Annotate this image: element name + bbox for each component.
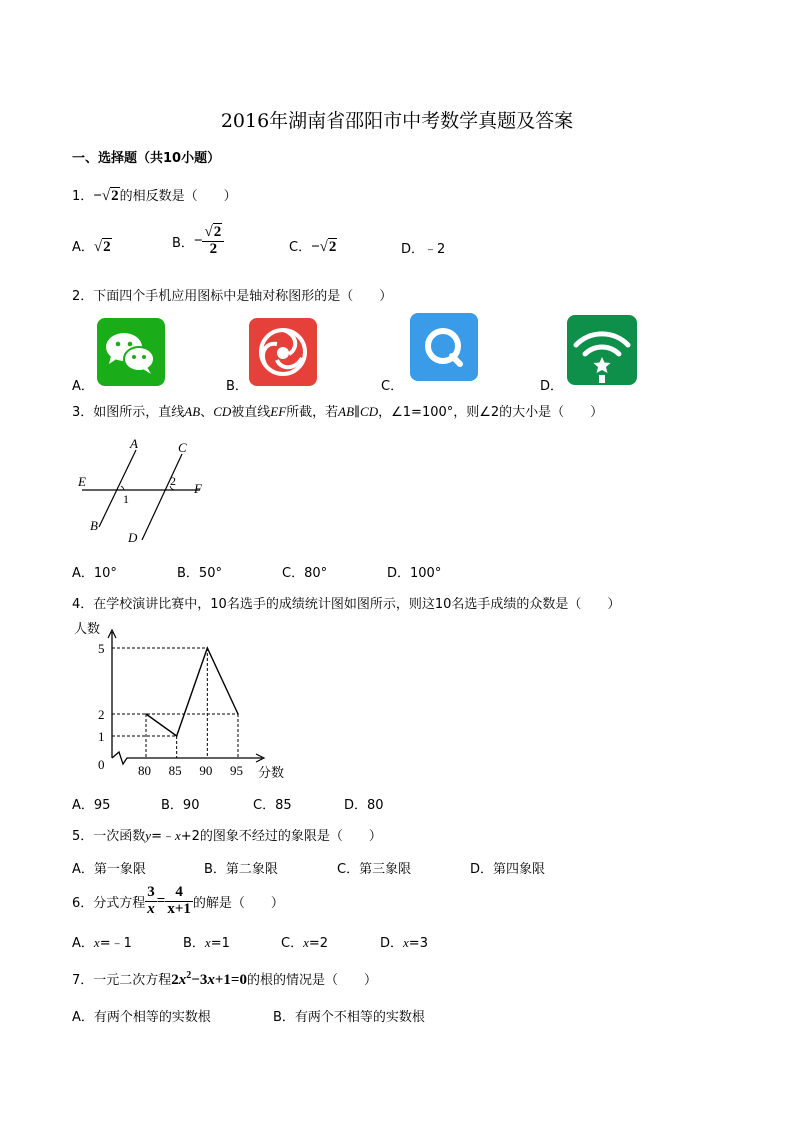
q7-eq-b: −3 [191,972,208,988]
data-point-95 [237,713,239,715]
q6-rhs-fraction [165,885,193,918]
q5-text-c: +2的图象不经过的象限是（ ） [180,829,382,844]
q6-rhs-num: 4 [165,885,193,902]
q7-text-a: 7．一元二次方程 [72,973,172,988]
label-C: C [178,440,187,455]
q1-text: 的相反数是（ ） [119,189,237,204]
q1-c-sqrt: √2 [319,239,337,255]
page-title: 2016年湖南省邵阳市中考数学真题及答案 [220,110,574,132]
q7-option-a: A．有两个相等的实数根 [72,1010,211,1025]
score-chart [72,618,302,784]
q6-lhs-num: 3 [147,884,155,900]
q1-c-neg: − [311,239,320,255]
question-6 [72,885,284,918]
y-tick-2: 2 [98,707,105,722]
q1-b-neg: − [193,232,203,249]
question-7 [72,969,377,989]
series-line [146,648,238,736]
origin-label: 0 [98,757,105,772]
q6-option-c [281,932,328,951]
q6-a-var: x [93,935,100,950]
q5-text-a: 5．一次函数 [72,829,146,844]
q7-eq-x2: x [207,972,215,988]
question-4: 4．在学校演讲比赛中，10名选手的成绩统计图如图所示，则这10名选手成绩的众数是（ ） [72,597,621,612]
q1-b-fraction: $\frac{√2}{2}$ [202,225,224,258]
q6-rhs-den: x+1 [167,900,191,917]
q6-a-val: =﹣1 [99,936,132,951]
question-1 [72,185,237,205]
q7-eq-c: +1=0 [214,972,247,988]
q4-option-d: D．80 [344,798,384,813]
q6-option-a [72,932,132,951]
q7-equation [171,972,247,988]
data-point-85 [176,735,178,737]
question-5 [72,825,382,844]
q5-option-b: B．第二象限 [204,862,278,877]
q1-option-c [289,236,337,256]
q6-c-var: x [303,935,309,950]
q1-b-label: B． [172,235,194,251]
q5-option-a: A．第一象限 [72,862,146,877]
q1-b-radicand: 2 [213,224,222,240]
q1-b-denominator: 2 [209,240,218,257]
x-tick-90: 90 [199,763,213,778]
parallel-lines-figure [72,432,222,550]
q2-option-c: C． [381,379,404,394]
y-axis-label: 人数 [74,621,101,636]
q4-option-a: A．95 [72,798,111,813]
q6-c-val: =2 [308,936,329,951]
x-axis-label: 分数 [258,765,285,780]
q1-a-sqrt: √2 [93,239,111,255]
q1-c-radicand: 2 [328,239,337,255]
q5-option-c: C．第三象限 [337,862,412,877]
q2-option-d: D． [540,379,564,394]
q1-option-d: D．﹣2 [401,242,446,257]
q2-option-b: B． [226,379,248,394]
q1-option-a [72,236,112,256]
q6-lhs-fraction [145,885,157,918]
q6-b-label: B． [183,936,205,951]
angle-2-label: 2 [170,474,176,488]
q1-c-label: C． [289,240,312,255]
q3-text-d: ，∠1=100°，则∠2的大小是（ ） [378,405,604,420]
wechat-icon [97,318,165,386]
q6-d-val: =3 [408,936,428,951]
q3-sep: 、 [200,405,214,420]
q3-cd: CD [213,404,232,419]
q1-a-radicand: 2 [103,239,111,255]
q3-text-a: 3．如图所示，直线 [72,405,185,420]
q6-b-var: x [204,935,211,950]
q6-eq: = [156,892,166,909]
label-D: D [128,530,138,545]
x-tick-80: 80 [138,763,151,778]
q3-option-d: D．100° [387,566,442,581]
angle-1-label: 1 [123,492,129,506]
q6-lhs-den: x [147,900,155,917]
q3-option-c: C．80° [282,566,328,581]
q4-option-b: B．90 [161,798,200,813]
x-tick-85: 85 [168,763,182,778]
q3-ab: AB [184,404,201,419]
q4-option-c: C．85 [253,798,292,813]
data-point-90 [207,647,209,649]
q6-c-label: C． [281,936,304,951]
q3-ef: EF [270,404,287,419]
q3-option-a: A．10° [72,566,117,581]
q6-a-label: A． [72,936,94,951]
q5-y: y [145,828,152,843]
q7-eq-sup: 2 [186,970,192,981]
section-heading: 一、选择题（共10小题） [72,151,221,166]
q7-eq-a: 2 [171,972,179,988]
question-3 [72,401,603,420]
wifi-key-icon [567,315,637,385]
label-E: E [78,474,86,489]
q1-radicand: 2 [111,188,119,204]
q1-a-label: A． [72,240,94,255]
q6-option-d [380,932,428,951]
q3-text-c: 所截，若 [286,405,339,420]
label-A: A [130,436,138,451]
q6-text-b: 的解是（ ） [192,895,284,911]
q1-number: 1． [72,189,94,204]
q5-x: x [174,828,181,843]
q1-option-b [172,225,224,258]
q3-text-b: 被直线 [231,405,271,420]
q1-sqrt: √2 [101,188,119,204]
q3-abcd: AB∥CD [338,404,379,419]
label-F: F [194,481,202,496]
q6-b-val: =1 [210,936,230,951]
q5-text-b: =﹣ [151,829,175,844]
qq-browser-icon [410,313,478,381]
q7-option-b: B．有两个不相等的实数根 [273,1010,425,1025]
q2-option-a: A． [72,379,94,394]
q6-d-label: D． [380,936,404,951]
y-tick-1: 1 [98,729,105,744]
question-2: 2．下面四个手机应用图标中是轴对称图形的是（ ） [72,289,393,304]
q1-neg: − [93,188,102,204]
y-tick-5: 5 [98,641,105,656]
q7-text-b: 的根的情况是（ ） [246,973,377,988]
label-B: B [90,518,98,533]
x-tick-95: 95 [230,763,243,778]
q6-text-a: 6．分式方程 [72,895,146,911]
q6-d-var: x [403,935,409,950]
q3-option-b: B．50° [177,566,222,581]
q7-eq-x: x [178,972,187,988]
sohu-news-icon [249,318,317,386]
q6-option-b [183,932,230,951]
q5-option-d: D．第四象限 [470,862,546,877]
data-point-80 [145,713,147,715]
